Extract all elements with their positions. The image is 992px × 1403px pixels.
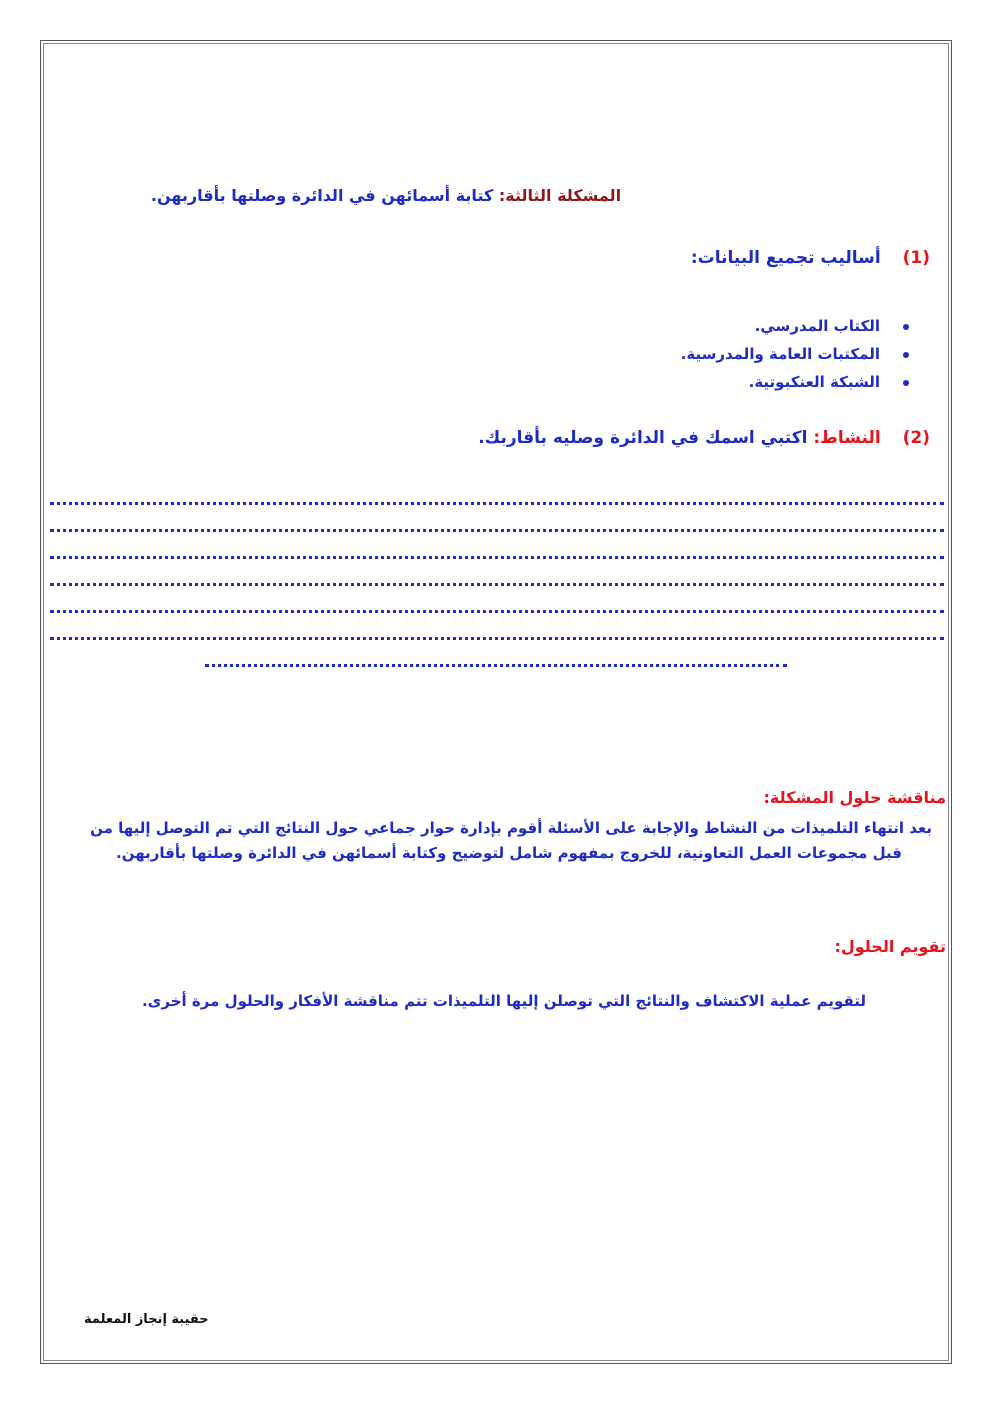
- bullet-icon: [903, 380, 909, 386]
- answer-line[interactable]: [50, 583, 944, 586]
- list-item: الشبكة العنكبوتية.: [681, 368, 880, 396]
- section-data-collection: [691, 248, 930, 268]
- discussion-paragraph: [60, 816, 932, 866]
- paragraph-line: قبل مجموعات العمل التعاونية، للخروج بمفهوم شامل لتوضيح وكتابة أسمائهن في الدائرة وصلتها بأقاربهن.: [116, 844, 902, 862]
- problem-title: [50, 186, 722, 205]
- evaluation-heading: تقويم الحلول:: [834, 937, 946, 956]
- answer-line[interactable]: [205, 664, 787, 667]
- answer-line[interactable]: [50, 502, 944, 505]
- bullet-list: [681, 312, 880, 396]
- list-item: المكتبات العامة والمدرسية.: [681, 340, 880, 368]
- section-number: (1): [902, 248, 930, 268]
- answer-line[interactable]: [50, 529, 944, 532]
- bullet-icon: [903, 352, 909, 358]
- section-title: أساليب تجميع البيانات:: [690, 248, 881, 268]
- problem-label: المشكلة الثالثة:: [498, 186, 622, 205]
- answer-line[interactable]: [50, 637, 944, 640]
- answer-line[interactable]: [50, 556, 944, 559]
- section-activity: [478, 428, 930, 448]
- evaluation-text: لتقويم عملية الاكتشاف والنتائج التي توصلن إليها التلميذات تتم مناقشة الأفكار والحلول مرة أخرى.: [141, 992, 866, 1010]
- section-number: (2): [902, 428, 930, 448]
- footer-text: حقيبة إنجاز المعلمة: [84, 1312, 209, 1327]
- discussion-heading: مناقشة حلول المشكلة:: [763, 788, 946, 807]
- activity-label: النشاط:: [813, 428, 881, 448]
- paragraph-line: بعد انتهاء التلميذات من النشاط والإجابة على الأسئلة أقوم بإدارة حوار جماعي حول النتائج التي تم التوصل إليها من: [90, 819, 932, 837]
- problem-text: كتابة أسمائهن في الدائرة وصلتها بأقاربهن.: [150, 186, 494, 205]
- page-border: [40, 40, 952, 1364]
- answer-line[interactable]: [50, 610, 944, 613]
- bullet-icon: [903, 324, 909, 330]
- activity-text: اكتبي اسمك في الدائرة وصليه بأقاربك.: [478, 428, 808, 448]
- list-item: الكتاب المدرسي.: [681, 312, 880, 340]
